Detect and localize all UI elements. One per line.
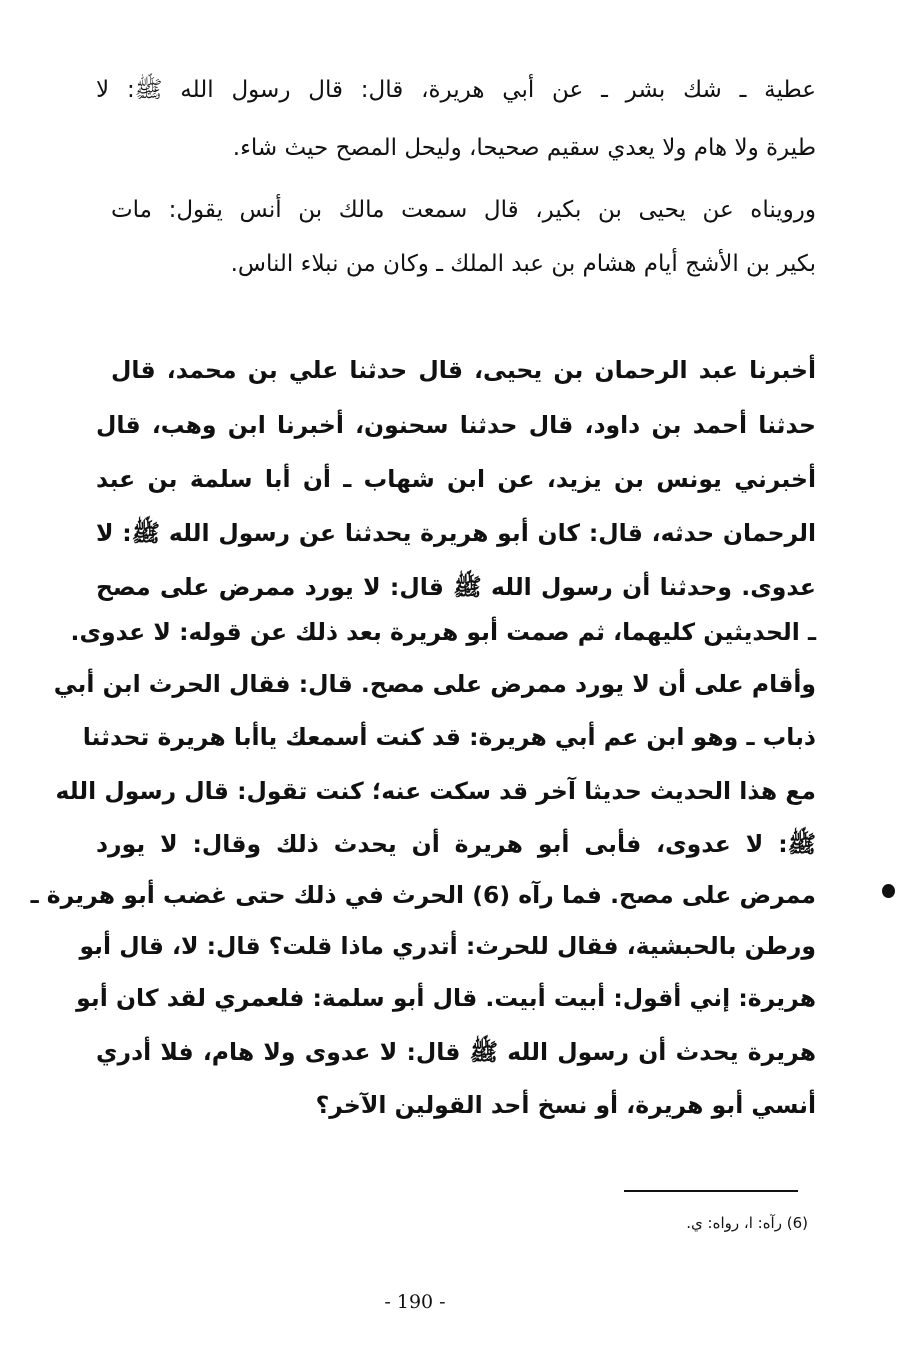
- text-line: أنسي أبو هريرة، أو نسخ أحد القولين الآخر؟: [315, 1091, 816, 1119]
- text-line: وأقام على أن لا يورد ممرض على مصح. قال: فقال الحرث ابن أبي: [53, 670, 816, 698]
- text-line: ممرض على مصح. فما رآه (6) الحرث في ذلك حتى غضب أبو هريرة ـ: [30, 881, 816, 909]
- text-line: ورطن بالحبشية، فقال للحرث: أتدري ماذا قلت؟ قال: لا، قال أبو: [79, 932, 816, 960]
- text-line: أخبرنا عبد الرحمان بن يحيى، قال حدثنا علي بن محمد، قال: [111, 356, 816, 384]
- text-line: ورويناه عن يحيى بن بكير، قال سمعت مالك بن أنس يقول: مات: [111, 197, 816, 223]
- margin-dot: [882, 884, 895, 898]
- text-line: ﷺ: لا عدوى، فأبى أبو هريرة أن يحدث ذلك وقال: لا يورد: [96, 830, 816, 858]
- text-line: هريرة: إني أقول: أبيت أبيت. قال أبو سلمة: فلعمري لقد كان أبو: [76, 984, 816, 1012]
- page-number: - 190 -: [384, 1291, 446, 1313]
- text-line: بكير بن الأشج أيام هشام بن عبد الملك ـ وكان من نبلاء الناس.: [230, 251, 816, 277]
- text-line: عطية ـ شك بشر ـ عن أبي هريرة، قال: قال رسول الله ﷺ: لا: [96, 77, 816, 103]
- text-line: الرحمان حدثه، قال: كان أبو هريرة يحدثنا عن رسول الله ﷺ: لا: [96, 519, 816, 547]
- text-line: هريرة يحدث أن رسول الله ﷺ قال: لا عدوى ولا هام، فلا أدري: [96, 1038, 816, 1066]
- text-line: طيرة ولا هام ولا يعدي سقيم صحيحا، وليحل المصح حيث شاء.: [232, 135, 816, 161]
- footnote: (6) رآه: ا، رواه: ي.: [686, 1214, 808, 1232]
- text-line: أخبرني يونس بن يزيد، عن ابن شهاب ـ أن أبا سلمة بن عبد: [96, 465, 816, 493]
- text-line: مع هذا الحديث حديثا آخر قد سكت عنه؛ كنت تقول: قال رسول الله: [55, 777, 816, 805]
- text-line: ذباب ـ وهو ابن عم أبي هريرة: قد كنت أسمعك ياأبا هريرة تحدثنا: [82, 723, 816, 751]
- footnote-divider: [624, 1190, 798, 1192]
- text-line: ـ الحديثين كليهما، ثم صمت أبو هريرة بعد ذلك عن قوله: لا عدوى.: [70, 618, 816, 646]
- text-line: حدثنا أحمد بن داود، قال حدثنا سحنون، أخبرنا ابن وهب، قال: [96, 411, 816, 439]
- text-line: عدوى. وحدثنا أن رسول الله ﷺ قال: لا يورد ممرض على مصح: [96, 573, 816, 601]
